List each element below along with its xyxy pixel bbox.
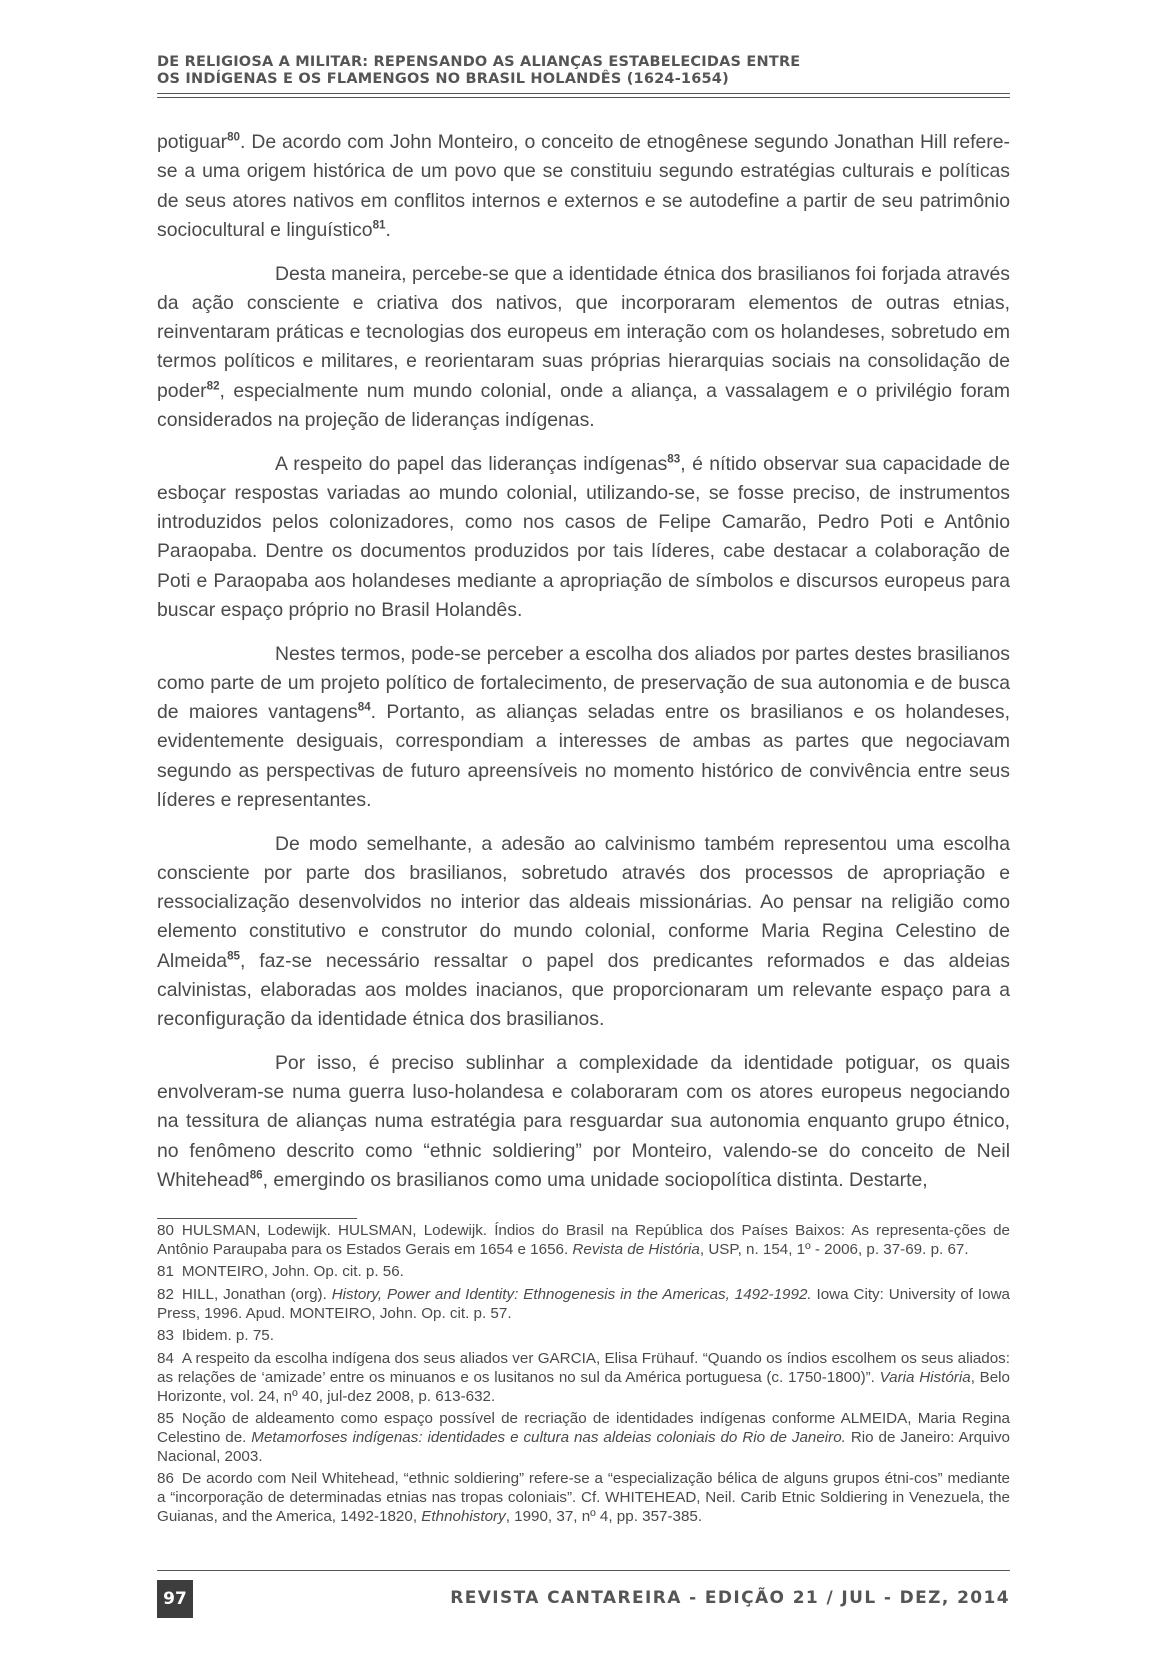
- footnote-ref-84: 84: [357, 700, 371, 714]
- paragraph-6: Por isso, é preciso sublinhar a complexidade da identidade potiguar, os quais envolveram-se numa guerra luso-holandesa e colaboraram com os atores europeus negociando na tessitura de alianças numa estratégia para resguardar sua autonomia enquanto grupo étnico, no fenômeno descrito como “ethnic soldiering” por Monteiro, valendo-se do conceito de Neil Whitehead$^{86}$, emergindo os brasilianos como uma unidade sociopolítica distinta. Destarte,: [157, 1051, 1010, 1191]
- running-header-line-2: OS INDÍGENAS E OS FLAMENGOS NO BRASIL HOLANDÊS (1624-1654): [157, 71, 729, 87]
- footnote-ref-81: 81: [372, 218, 386, 232]
- footnote-separator: [157, 1218, 357, 1219]
- footnote-81: 81 MONTEIRO, John. Op. cit. p. 56.: [157, 1263, 404, 1281]
- footer-rule: [157, 1570, 1010, 1571]
- footnote-ref-80: 80: [227, 130, 241, 144]
- paragraph-1: potiguar$^{80}$. De acordo com John Monteiro, o conceito de etnogênese segundo Jonathan Hill refere-se a uma origem histórica de um povo que se constituiu segundo estratégias culturais e políticas de seus atores nativos em conflitos internos e externos e se autodefine a partir de seu patrimônio sociocultural e linguístico$^{81}$.: [157, 130, 1010, 241]
- running-header: [157, 54, 1007, 88]
- footnote-85: 85 Noção de aldeamento como espaço possível de recriação de identidades indígenas conforme ALMEIDA, Maria Regina Celestino de. Metamorfoses indígenas: identidades e cultura nas aldeias coloniais do Rio de Janeiro. Rio de Janeiro: Arquivo Nacional, 2003.: [157, 1410, 1010, 1465]
- footnote-84: 84 A respeito da escolha indígena dos seus aliados ver GARCIA, Elisa Frühauf. “Quando os índios escolhem os seus aliados: as relações de ‘amizade’ entre os minuanos e os lusitanos no sul da América portuguesa (c. 1750-1800)”. Varia História, Belo Horizonte, vol. 24, nº 40, jul-dez 2008, p. 613-632.: [157, 1349, 1011, 1405]
- paragraph-3: A respeito do papel das lideranças indígenas$^{83}$, é nítido observar sua capacidade de esboçar respostas variadas ao mundo colonial, utilizando-se, se fosse preciso, de instrumentos introduzidos pelos colonizadores, como nos casos de Felipe Camarão, Pedro Poti e Antônio Paraopaba. Dentre os documentos produzidos por tais líderes, cabe destacar a colaboração de Poti e Paraopaba aos holandeses mediante a apropriação de símbolos e discursos europeus para buscar espaço próprio no Brasil Holandês.: [157, 452, 1010, 621]
- footnote-ref-85: 85: [227, 949, 240, 963]
- paragraph-4: Nestes termos, pode-se perceber a escolha dos aliados por partes destes brasilianos como parte de um projeto político de fortalecimento, de preservação de sua autonomia e de busca de maiores vantagens$^{84}$. Portanto, as alianças seladas entre os brasilianos e os holandeses, evidentemente desiguais, correspondiam a interesses de ambas as partes que negociavam segundo as perspectivas de futuro apreensíveis no momento histórico de convivência entre seus líderes e representantes.: [157, 642, 1010, 811]
- footnote-ref-83: 83: [667, 452, 681, 466]
- footnote-ref-82: 82: [206, 379, 220, 393]
- header-rule-top: [157, 93, 1010, 94]
- running-header-line-1: DE RELIGIOSA A MILITAR: REPENSANDO AS ALIANÇAS ESTABELECIDAS ENTRE: [157, 54, 801, 70]
- page-number: 97: [157, 1580, 193, 1618]
- footnote-86: 86 De acordo com Neil Whitehead, “ethnic soldiering” refere-se a “especialização bélica de alguns grupos étni-cos” mediante a “incorporação de determinadas etnias nas tropas coloniais”. Cf. WHITEHEAD, Neil. Carib Etnic Soldiering in Venezuela, the Guianas, and the America, 1492-1820, Ethnohistory, 1990, 37, nº 4, pp. 357-385.: [157, 1470, 1010, 1525]
- paragraph-5: De modo semelhante, a adesão ao calvinismo também representou uma escolha consciente por parte dos brasilianos, sobretudo através dos processos de apropriação e ressocialização desenvolvidos no interior das aldeais missionárias. Ao pensar na religião como elemento constitutivo e construtor do mundo colonial, conforme Maria Regina Celestino de Almeida$^{85}$, faz-se necessário ressaltar o papel dos predicantes reformados e das aldeias calvinistas, elaboradas aos moldes inacianos, que proporcionaram um relevante espaço para a reconfiguração da identidade étnica dos brasilianos.: [157, 832, 1010, 1030]
- footnote-ref-86: 86: [249, 1168, 263, 1182]
- footnote-82: 82 HILL, Jonathan (org). History, Power and Identity: Ethnogenesis in the Americas, 1492-1992. Iowa City: University of Iowa Press, 1996. Apud. MONTEIRO, John. Op. cit. p. 57.: [157, 1285, 1010, 1322]
- journal-name: REVISTA CANTAREIRA - EDIÇÃO 21 / JUL - DEZ, 2014: [450, 1588, 1010, 1608]
- paragraph-2: Desta maneira, percebe-se que a identidade étnica dos brasilianos foi forjada através da ação consciente e criativa dos nativos, que incorporaram elementos de outras etnias, reinventaram práticas e tecnologias dos europeus em interação com os holandeses, sobretudo em termos políticos e militares, e reorientaram suas próprias hierarquias sociais na consolidação de poder$^{82}$, especialmente num mundo colonial, onde a aliança, a vassalagem e o privilégio foram considerados na projeção de lideranças indígenas.: [157, 262, 1010, 431]
- header-rule-bottom: [157, 97, 1010, 98]
- footnote-80: 80 HULSMAN, Lodewijk. HULSMAN, Lodewijk. Índios do Brasil na República dos Países Baixos: As representa-ções de Antônio Paraupaba para os Estados Gerais em 1654 e 1656. Revista de História, USP, n. 154, 1º - 2006, p. 37-69. p. 67.: [157, 1222, 1010, 1258]
- article-body: [157, 128, 1010, 1210]
- footnotes: [157, 1222, 1010, 1531]
- footnote-83: 83 Ibidem. p. 75.: [157, 1327, 274, 1345]
